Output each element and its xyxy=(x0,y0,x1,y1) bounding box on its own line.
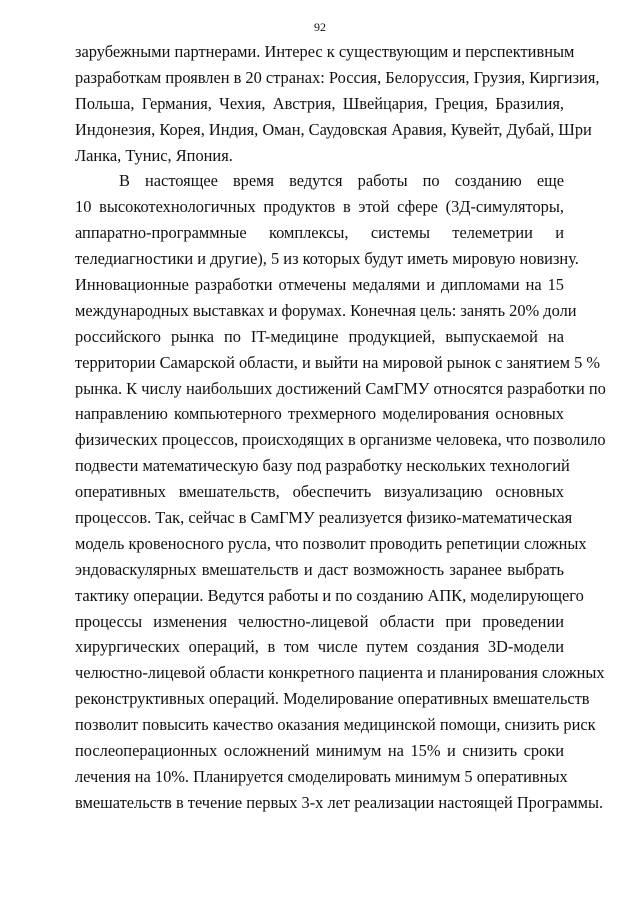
paragraph xyxy=(75,39,600,168)
text-line: хирургических операций, в том числе путем создания 3D-модели xyxy=(75,637,564,657)
text-line: лечения на 10%. Планируется смоделировать минимум 5 оперативных xyxy=(75,766,568,786)
page-number: 92 xyxy=(314,20,326,34)
text-line: территории Самарской области, и выйти на мировой рынок с занятием 5 % xyxy=(75,352,601,372)
text-line: Польша, Германия, Чехия, Австрия, Швейцария, Греция, Бразилия, xyxy=(75,93,564,113)
text-line: тактику операции. Ведутся работы и по созданию АПК, моделирующего xyxy=(75,585,584,605)
text-line: оперативных вмешательств, обеспечить визуализацию основных xyxy=(75,482,564,502)
text-line: вмешательств в течение первых 3-х лет реализации настоящей Программы. xyxy=(75,792,604,812)
text-line: челюстно-лицевой области конкретного пациента и планирования сложных xyxy=(75,663,605,683)
text-line: направлению компьютерного трехмерного моделирования основных xyxy=(75,404,564,424)
text-line: рынка. К числу наибольших достижений СамГМУ относятся разработки по xyxy=(75,378,606,398)
text-line: процессы изменения челюстно-лицевой области при проведении xyxy=(75,611,564,631)
text-line: Инновационные разработки отмечены медалями и дипломами на 15 xyxy=(75,275,564,295)
text-line: модель кровеносного русла, что позволит проводить репетиции сложных xyxy=(75,533,587,553)
text-line: позволит повысить качество оказания медицинской помощи, снизить риск xyxy=(75,715,596,735)
text-line: 10 высокотехнологичных продуктов в этой сфере (3Д-симуляторы, xyxy=(75,197,564,217)
paragraph xyxy=(75,168,606,815)
document-body xyxy=(75,39,606,816)
text-line: разработкам проявлен в 20 странах: Россия, Белоруссия, Грузия, Киргизия, xyxy=(75,67,600,87)
text-line: подвести математическую базу под разработку нескольких технологий xyxy=(75,456,570,476)
text-line: теледиагностики и другие), 5 из которых будут иметь мировую новизну. xyxy=(75,249,579,269)
text-line: процессов. Так, сейчас в СамГМУ реализуется физико-математическая xyxy=(75,508,573,528)
text-line: Ланка, Тунис, Япония. xyxy=(75,145,233,165)
text-line: эндоваскулярных вмешательств и даст возможность заранее выбрать xyxy=(75,559,564,579)
text-line: международных выставках и форумах. Конечная цель: занять 20% доли xyxy=(75,300,577,320)
text-line: В настоящее время ведутся работы по созданию еще xyxy=(119,171,564,191)
text-line: аппаратно-программные комплексы, системы телеметрии и xyxy=(75,223,564,243)
text-line: физических процессов, происходящих в организме человека, что позволило xyxy=(75,430,606,450)
text-line: зарубежными партнерами. Интерес к существующим и перспективным xyxy=(75,42,575,61)
text-line: послеоперационных осложнений минимум на 15% и снизить сроки xyxy=(75,741,564,761)
text-line: российского рынка по IT-медицине продукцией, выпускаемой на xyxy=(75,326,564,346)
text-line: реконструктивных операций. Моделирование оперативных вмешательств xyxy=(75,689,590,709)
text-line: Индонезия, Корея, Индия, Оман, Саудовская Аравия, Кувейт, Дубай, Шри xyxy=(75,119,592,139)
